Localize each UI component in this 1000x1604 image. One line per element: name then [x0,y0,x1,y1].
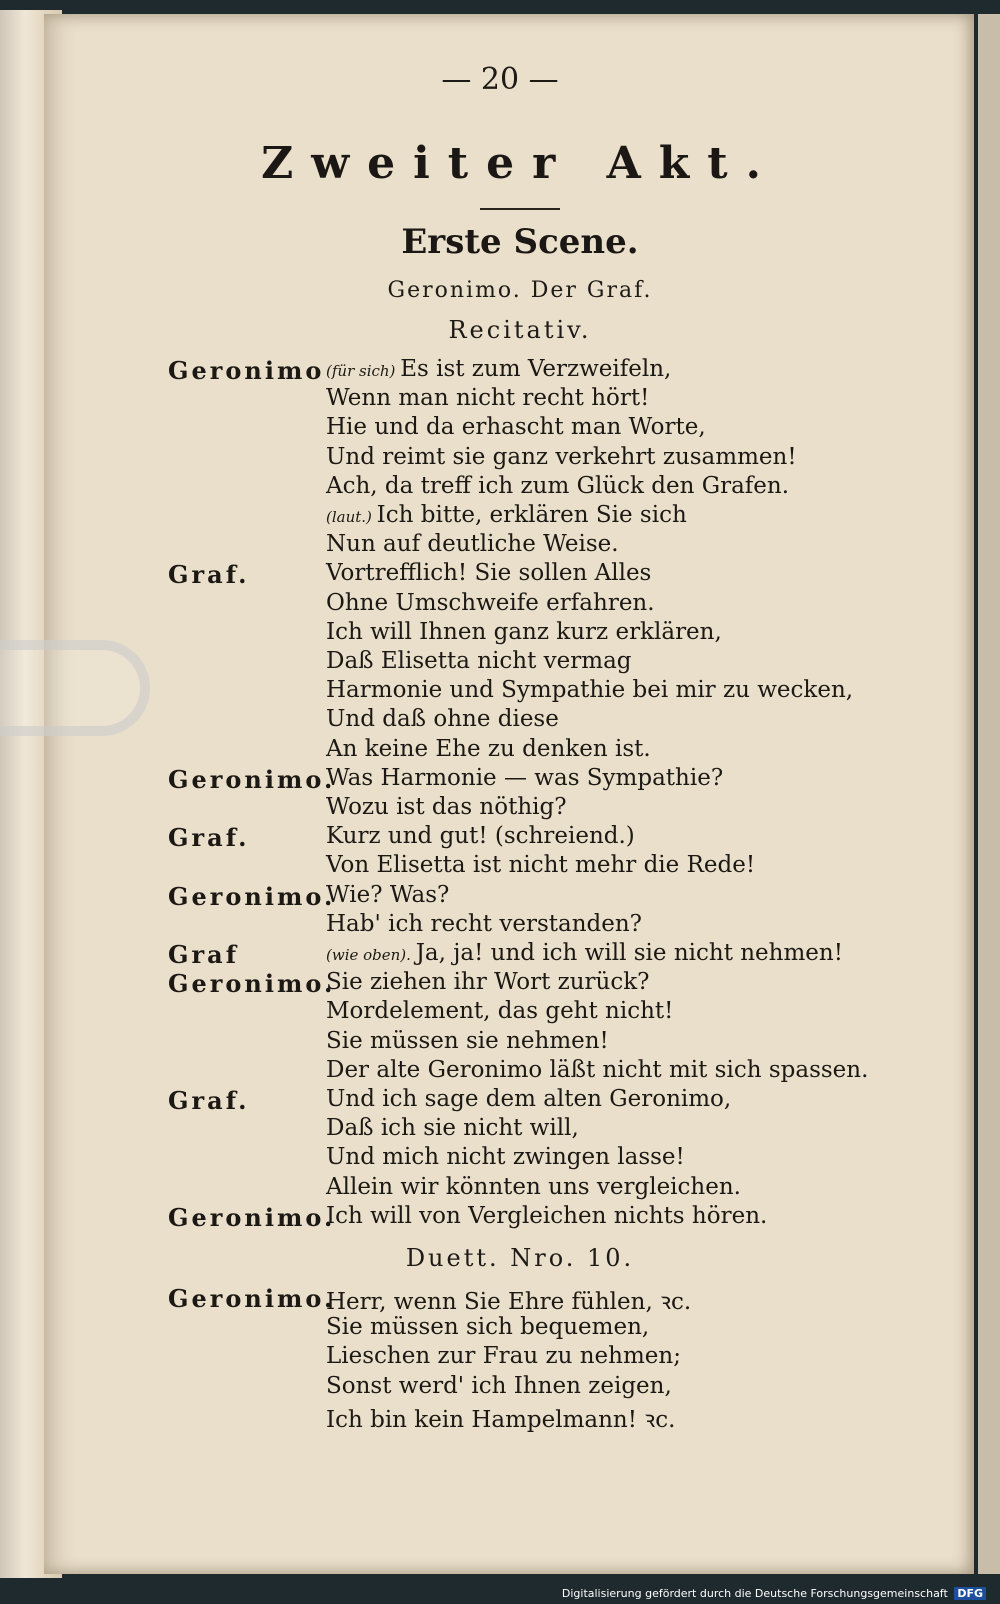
title-divider [480,208,560,210]
line-content [326,385,649,411]
speaker-name: Geronimo. [168,881,336,911]
line-text: Hie und da erhascht man Worte, [326,414,706,441]
line-text: Kurz und gut! (schreiend.) [326,823,635,850]
line-text: Von Elisetta ist nicht mehr die Rede! [326,852,756,879]
line-content [326,998,673,1024]
line-content [326,736,651,762]
line-content [326,356,671,382]
line-text: Hab' ich recht verstanden? [326,910,642,937]
digitization-credit [562,1587,986,1600]
line-text: Harmonie und Sympathie bei mir zu wecken, [326,677,854,704]
line-text: Lieschen zur Frau zu nehmen; [326,1343,681,1369]
speaker-name: Geronimo. [168,1202,336,1232]
line-text: Und reimt sie ganz verkehrt zusammen! [326,443,797,470]
line-text: Ich will von Vergleichen nichts hören. [326,1202,768,1229]
line-content [326,1343,681,1369]
line-content [326,531,619,557]
line-content [326,1284,691,1316]
line-text: Ich will Ihnen ganz kurz erklären, [326,618,722,645]
line-text: Daß Elisetta nicht vermag [326,648,632,674]
speaker-name: Geronimo. [168,969,336,999]
scene-title: Erste Scene. [401,222,639,262]
line-content [326,1174,741,1200]
speaker-name: Geronimo [168,356,325,385]
line-content [326,1373,672,1399]
page-clip [0,640,150,736]
line-content [326,706,559,732]
line-text: Was Harmonie — was Sympathie? [326,764,724,791]
line-content [326,940,843,966]
line-text: An keine Ehe zu denken ist. [326,735,651,762]
line-text: Sonst werd' ich Ihnen zeigen, [326,1372,672,1399]
line-text: Ach, da treff ich zum Glück den Grafen. [326,472,790,499]
line-text: Nun auf deutliche Weise. [326,531,619,558]
line-text: Der alte Geronimo läßt nicht mit sich spassen. [326,1056,869,1083]
line-text: Herr, wenn Sie Ehre fühlen, ꝛc. [326,1289,692,1315]
duet-heading: Duett. Nro. 10. [405,1244,635,1272]
line-content [326,590,655,616]
stage-direction: (laut.) [326,508,377,526]
line-text: Allein wir könnten uns vergleichen. [326,1173,741,1200]
speaker-name: Geronimo. [168,1284,336,1313]
credit-text: Digitalisierung gefördert durch die Deutsche Forschungsgemeinschaft [561,1587,948,1600]
line-content [326,765,723,791]
line-content [326,560,651,586]
line-text: Und ich sage dem alten Geronimo, [326,1086,732,1112]
line-content [326,1086,731,1112]
line-text: Es ist zum Verzweifeln, [400,356,672,382]
stage-direction: (für sich) [326,362,401,380]
page-number: — 20 — [441,62,559,97]
line-text: Vortrefflich! Sie sollen Alles [326,560,652,587]
line-content [326,969,650,995]
line-content [326,473,789,499]
line-content [326,823,635,849]
line-content [326,1203,767,1229]
line-content [326,414,706,440]
speaker-name: Graf [168,940,240,969]
line-content [326,794,567,820]
line-content [326,1314,649,1340]
line-content [326,1115,579,1141]
line-text: Daß ich sie nicht will, [326,1115,579,1142]
line-text: Sie müssen sich bequemen, [326,1313,650,1340]
line-content [326,882,449,908]
line-content [326,1144,685,1170]
line-content [326,444,797,470]
line-text: Ich bitte, erklären Sie sich [376,502,687,528]
line-text: Wenn man nicht recht hört! [326,385,650,412]
speaker-name: Graf. [168,823,250,853]
line-text: Ja, ja! und ich will sie nicht nehmen! [415,940,843,966]
line-text: Und daß ohne diese [326,706,559,733]
scene-characters: Geronimo. Der Graf. [387,278,653,303]
line-content [326,1402,675,1434]
dfg-logo: DFG [954,1587,986,1600]
line-text: Mordelement, das geht nicht! [326,998,674,1025]
speaker-name: Geronimo. [168,764,336,794]
line-content [326,619,722,645]
act-title: Zweiter Akt. [261,138,779,189]
speaker-name: Graf. [168,560,250,590]
speaker-name: Graf. [168,1086,250,1115]
line-content [326,852,755,878]
line-text: Wie? Was? [326,881,450,908]
recitative-heading: Recitativ. [448,316,592,344]
line-content [326,911,642,937]
line-text: Sie müssen sie nehmen! [326,1027,609,1054]
line-content [326,1057,868,1083]
line-text: Sie ziehen ihr Wort zurück? [326,969,650,996]
line-text: Ohne Umschweife erfahren. [326,589,655,616]
line-text: Ich bin kein Hampelmann! ꝛc. [326,1407,676,1433]
line-content [326,677,853,703]
line-content [326,648,632,674]
line-text: Wozu ist das nöthig? [326,794,567,820]
line-text: Und mich nicht zwingen lasse! [326,1144,685,1171]
line-content [326,502,687,528]
stage-direction: (wie oben). [326,946,416,964]
line-content [326,1028,609,1054]
